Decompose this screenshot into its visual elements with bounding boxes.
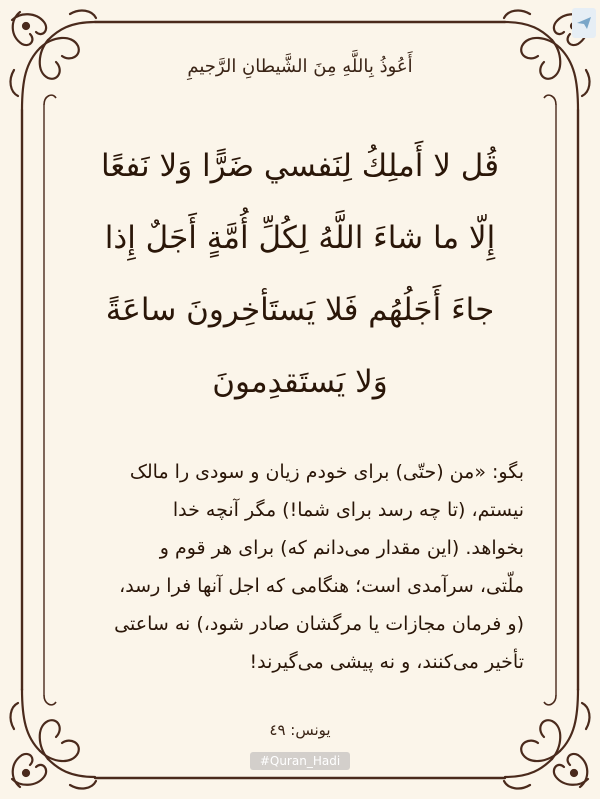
translation-line: تأخير مى‌کنند، و نه پيشى مى‌گيرند! [249, 651, 524, 673]
translation-line: بخواهد. (اين مقدار مى‌دانم که) براى هر قوم و [159, 537, 524, 559]
paper-plane-icon [576, 15, 592, 31]
translation-line: نيستم، (تا چه رسد براى شما!) مگر آنچه خدا [172, 499, 524, 521]
istiadha-heading: أَعُوذُ بِاللَّهِ مِنَ الشَّيطانِ الرَّجيمِ [187, 56, 413, 77]
ayah-line: قُل لا أَملِكُ لِنَفسي ضَرًّا وَلا نَفعًا [100, 148, 500, 184]
surah-reference: يونس: ٤٩ [269, 721, 331, 739]
ayah-line: وَلا يَستَقدِمونَ [212, 364, 388, 400]
ayah-line: جاءَ أَجَلُهُم فَلا يَستَأخِرونَ ساعَةً [105, 292, 495, 328]
share-badge[interactable] [572, 8, 596, 38]
translation-text [76, 453, 524, 681]
translation-line: بگو: «من (حتّى) براى خودم زيان و سودى را مالک [129, 461, 524, 483]
ayah-line: إِلّا ما شاءَ اللَّهُ لِكُلِّ أُمَّةٍ أَجَلٌ إِذا [104, 220, 496, 256]
channel-hashtag[interactable]: #Quran_Hadi [250, 752, 350, 770]
ayah-text [76, 130, 524, 418]
translation-line: (و فرمان مجازات يا مرگشان صادر شود،) نه ساعتى [114, 613, 524, 635]
translation-line: ملّتى، سرآمدى است؛ هنگامى که اجل آنها فرا رسد، [119, 575, 524, 597]
